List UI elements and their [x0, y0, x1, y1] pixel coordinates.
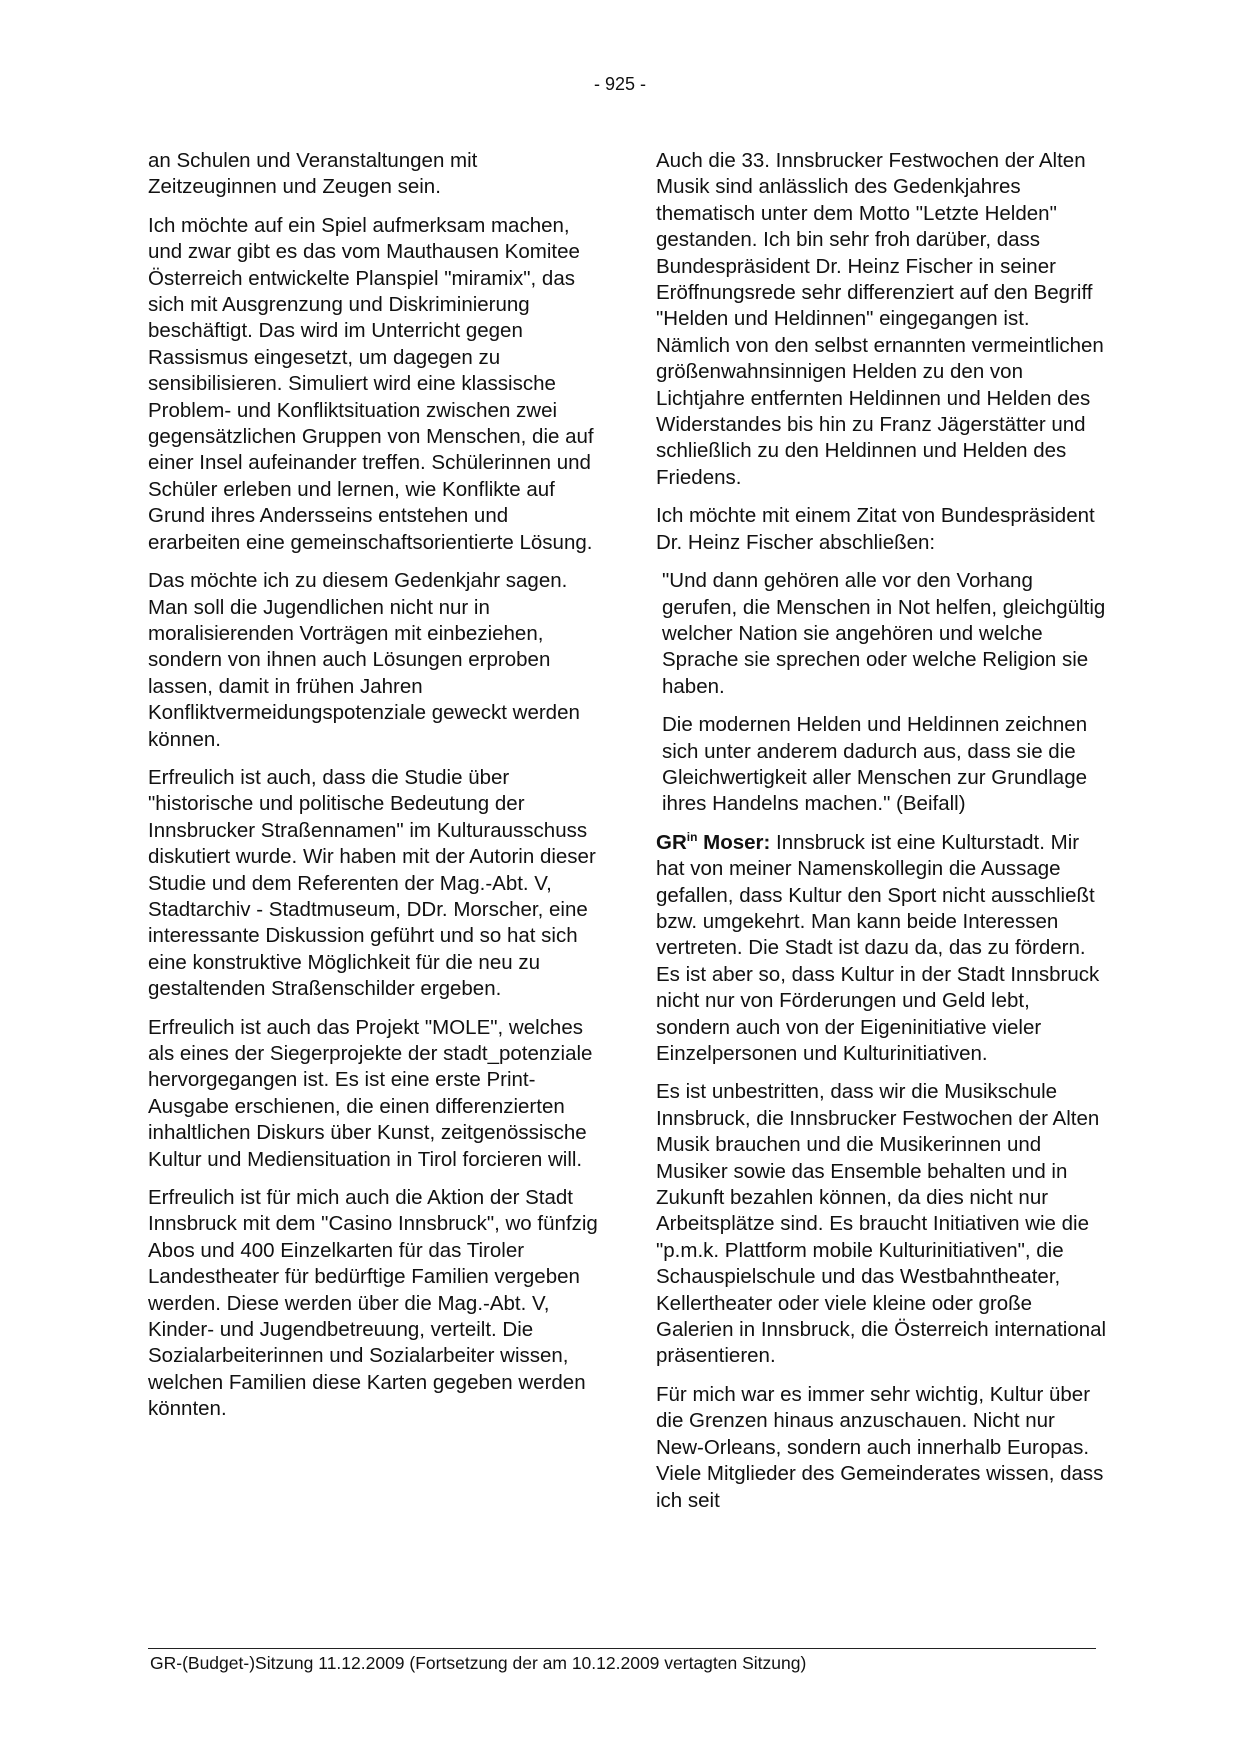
paragraph: Für mich war es immer sehr wichtig, Kultur über die Grenzen hinaus anzuschauen. Nicht nur New-Orleans, sondern auch innerhalb Europas. Viele Mitglieder des Gemeinderates wissen, dass ich seit	[656, 1382, 1104, 1512]
speaker-label	[656, 831, 770, 854]
page-number: - 925 -	[593, 74, 647, 94]
speaker-paragraph	[656, 830, 1108, 1068]
paragraph: an Schulen und Veranstaltungen mit Zeitzeuginnen und Zeugen sein.	[148, 149, 478, 199]
page-footer: GR-(Budget-)Sitzung 11.12.2009 (Fortsetzung der am 10.12.2009 vertagten Sitzung)	[150, 1653, 807, 1673]
paragraph: Es ist unbestritten, dass wir die Musikschule Innsbruck, die Innsbrucker Festwochen der Alten Musik brauchen und die Musikerinnen und Musiker sowie das Ensemble behalten und in Zukunft bezahlen können, da dies nicht nur Arbeitsplätze sind. Es braucht Initiativen wie die "p.m.k. Plattform mobile Kulturinitiativen", die Schauspielschule und das Westbahntheater, Kellertheater oder viele kleine oder große Galerien in Innsbruck, die Österreich international präsentieren.	[656, 1080, 1107, 1368]
paragraph: Erfreulich ist für mich auch die Aktion der Stadt Innsbruck mit dem "Casino Innsbruck", wo fünfzig Abos und 400 Einzelkarten für das Tiroler Landestheater für bedürftige Familien vergeben werden. Diese werden über die Mag.-Abt. V, Kinder- und Jugendbetreuung, verteilt. Die Sozialarbeiterinnen und Sozialarbeiter wissen, welchen Familien diese Karten gegeben werden könnten.	[148, 1186, 598, 1421]
paragraph: Das möchte ich zu diesem Gedenkjahr sagen. Man soll die Jugendlichen nicht nur in moralisierenden Vorträgen mit einbeziehen, sondern von ihnen auch Lösungen erproben lassen, damit in frühen Jahren Konfliktvermeidungspotenziale geweckt werden können.	[148, 569, 580, 751]
speech-text: Innsbruck ist eine Kulturstadt. Mir hat von meiner Namenskollegin die Aussage gefallen, dass Kultur den Sport nicht ausschließt bzw. umgekehrt. Man kann beide Interessen vertreten. Die Stadt ist dazu da, das zu fördern. Es ist aber so, dass Kultur in der Stadt Innsbruck nicht nur von Förderungen und Geld lebt, sondern auch von der Eigeninitiative vieler Einzelpersonen und Kulturinitiativen.	[656, 830, 1100, 1065]
paragraph: Erfreulich ist auch, dass die Studie über "historische und politische Bedeutung der Innsbrucker Straßennamen" im Kulturausschuss diskutiert wurde. Wir haben mit der Autorin dieser Studie und dem Referenten der Mag.-Abt. V, Stadtarchiv - Stadtmuseum, DDr. Morscher, eine interessante Diskussion geführt und so hat sich eine konstruktive Möglichkeit für die neu zu gestaltenden Straßenschilder ergeben.	[148, 765, 596, 1001]
speaker-title-suffix: in	[686, 829, 698, 844]
paragraph: Erfreulich ist auch das Projekt "MOLE", welches als eines der Siegerprojekte der stadt_potenziale hervorgegangen ist. Es ist eine erste Print-Ausgabe erschienen, die einen differenzierten inhaltlichen Diskurs über Kunst, zeitgenössische Kultur und Mediensituation in Tirol forcieren will.	[148, 1015, 593, 1171]
footer-divider	[148, 1648, 1096, 1649]
quote-paragraph: Die modernen Helden und Heldinnen zeichnen sich unter anderem dadurch aus, dass sie die Gleichwertigkeit aller Menschen zur Grundlage ihres Handelns machen." (Beifall)	[662, 713, 1088, 816]
paragraph: Auch die 33. Innsbrucker Festwochen der Alten Musik sind anlässlich des Gedenkjahres thematisch unter dem Motto "Letzte Helden" gestanden. Ich bin sehr froh darüber, dass Bundespräsident Dr. Heinz Fischer in seiner Eröffnungsrede sehr differenziert auf den Begriff "Helden und Heldinnen" eingegangen ist. Nämlich von den selbst ernannten vermeintlichen größenwahnsinnigen Helden zu den von Lichtjahre entfernten Heldinnen und Helden des Widerstandes bis hin zu Franz Jägerstätter und schließlich zu den Heldinnen und Helden des Friedens.	[656, 149, 1104, 489]
quote-paragraph: "Und dann gehören alle vor den Vorhang gerufen, die Menschen in Not helfen, gleichgültig welcher Nation sie angehören und welche Sprache sie sprechen oder welche Religion sie haben.	[662, 569, 1106, 698]
right-column	[656, 148, 1108, 1526]
speaker-name: Moser:	[697, 830, 771, 854]
paragraph: Ich möchte auf ein Spiel aufmerksam machen, und zwar gibt es das vom Mauthausen Komitee Österreich entwickelte Planspiel "miramix", das sich mit Ausgrenzung und Diskriminierung beschäftigt. Das wird im Unterricht gegen Rassismus eingesetzt, um dagegen zu sensibilisieren. Simuliert wird eine klassische Problem- und Konfliktsituation zwischen zwei gegensätzlichen Gruppen von Menschen, die auf einer Insel aufeinander treffen. Schülerinnen und Schüler erleben und lernen, wie Konflikte auf Grund ihres Andersseins entstehen und erarbeiten eine gemeinschaftsorientierte Lösung.	[148, 213, 594, 554]
paragraph: Ich möchte mit einem Zitat von Bundespräsident Dr. Heinz Fischer abschließen:	[656, 504, 1095, 554]
speaker-title: GR	[656, 830, 687, 854]
left-column	[148, 148, 598, 1435]
